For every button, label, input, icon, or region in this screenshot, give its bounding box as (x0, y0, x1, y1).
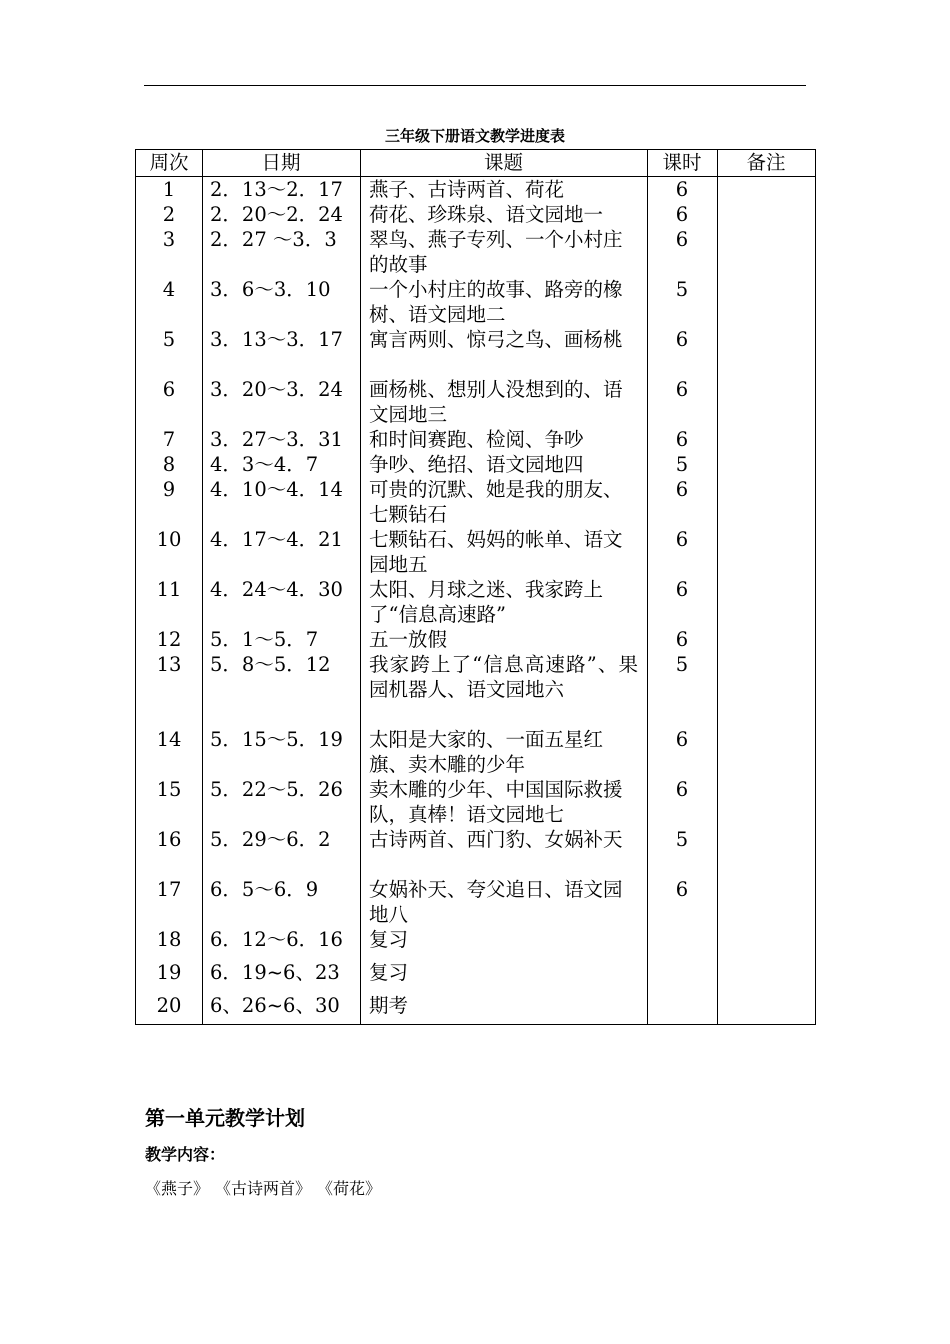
column-divider (717, 150, 718, 1024)
row-week: 12 (156, 628, 182, 651)
row-hours: 6 (675, 203, 689, 226)
row-date: 6．19~6、23 (210, 961, 340, 984)
column-divider (202, 150, 203, 1024)
row-topic: 可贵的沉默、她是我的朋友、七颗钻石 (369, 478, 623, 526)
row-date: 4．3～4．7 (210, 453, 319, 476)
unit-plan-title: 第一单元教学计划 (145, 1106, 305, 1130)
row-topic: 争吵、绝招、语文园地四 (369, 453, 584, 476)
row-week: 2 (162, 203, 176, 226)
row-week: 7 (162, 428, 176, 451)
row-topic: 太阳是大家的、一面五星红旗、卖木雕的少年 (369, 728, 604, 776)
row-date: 4．17～4．21 (210, 528, 343, 551)
row-date: 2．13～2．17 (210, 178, 343, 201)
row-date: 4．24～4．30 (210, 578, 343, 601)
row-hours: 6 (675, 428, 689, 451)
row-hours: 5 (675, 453, 689, 476)
row-week: 13 (156, 653, 182, 676)
row-hours: 5 (675, 828, 689, 851)
row-date: 5．15～5．19 (210, 728, 343, 751)
lesson-item: 《燕子》 (145, 1179, 210, 1198)
header-notes: 备注 (746, 151, 786, 174)
row-topic: 太阳、月球之迷、我家跨上了“信息高速路” (369, 578, 604, 626)
row-topic: 一个小村庄的故事、路旁的橡树、语文园地二 (369, 278, 623, 326)
row-week: 18 (156, 928, 182, 951)
row-date: 5．29～6．2 (210, 828, 331, 851)
row-week: 10 (156, 528, 182, 551)
row-topic: 卖木雕的少年、中国国际救援队，真棒！语文园地七 (369, 778, 623, 826)
row-hours: 6 (675, 328, 689, 351)
row-topic: 我家跨上了“信息高速路”、果园机器人、语文园地六 (369, 653, 638, 701)
row-week: 20 (156, 994, 182, 1017)
lesson-item: 《荷花》 (325, 1179, 382, 1198)
row-date: 5．8～5．12 (210, 653, 331, 676)
row-hours: 6 (675, 878, 689, 901)
row-date: 6．12～6．16 (210, 928, 343, 951)
row-topic: 复习 (369, 961, 409, 984)
row-hours: 5 (675, 653, 689, 676)
row-date: 5．1～5．7 (210, 628, 319, 651)
row-week: 6 (162, 378, 176, 401)
row-date: 4．10～4．14 (210, 478, 343, 501)
row-topic: 古诗两首、西门豹、女娲补天 (369, 828, 623, 851)
row-topic: 画杨桃、想别人没想到的、语文园地三 (369, 378, 623, 426)
row-date: 3．13～3．17 (210, 328, 343, 351)
row-hours: 5 (675, 278, 689, 301)
row-topic: 寓言两则、惊弓之鸟、画杨桃 (369, 328, 623, 351)
row-week: 1 (162, 178, 176, 201)
row-topic: 女娲补天、夸父追日、语文园地八 (369, 878, 623, 926)
row-topic: 和时间赛跑、检阅、争吵 (369, 428, 584, 451)
row-week: 19 (156, 961, 182, 984)
content-label: 教学内容： (145, 1145, 226, 1164)
row-week: 4 (162, 278, 176, 301)
schedule-table (135, 149, 816, 1025)
row-week: 14 (156, 728, 182, 751)
row-hours: 6 (675, 378, 689, 401)
row-topic: 荷花、珍珠泉、语文园地一 (369, 203, 604, 226)
row-hours: 6 (675, 228, 689, 251)
header-hours: 课时 (662, 151, 702, 174)
row-hours: 6 (675, 478, 689, 501)
row-date: 5．22～5．26 (210, 778, 343, 801)
row-topic: 五一放假 (369, 628, 448, 651)
row-week: 17 (156, 878, 182, 901)
row-week: 15 (156, 778, 182, 801)
row-hours: 6 (675, 178, 689, 201)
row-topic: 翠鸟、燕子专列、一个小村庄的故事 (369, 228, 623, 276)
column-divider (360, 150, 361, 1024)
header-date: 日期 (261, 151, 301, 174)
header-rule (144, 85, 806, 86)
row-date: 3．6～3．10 (210, 278, 331, 301)
row-week: 16 (156, 828, 182, 851)
row-hours: 6 (675, 628, 689, 651)
row-week: 9 (162, 478, 176, 501)
row-week: 8 (162, 453, 176, 476)
schedule-title: 三年级下册语文教学进度表 (384, 127, 565, 145)
row-topic: 七颗钻石、妈妈的帐单、语文园地五 (369, 528, 623, 576)
row-date: 2．20～2．24 (210, 203, 343, 226)
row-hours: 6 (675, 778, 689, 801)
row-week: 11 (156, 578, 182, 601)
row-date: 6、26~6、30 (210, 994, 340, 1017)
row-week: 3 (162, 228, 176, 251)
row-date: 6．5～6．9 (210, 878, 319, 901)
lesson-item: 《古诗两首》 (223, 1179, 312, 1198)
row-topic: 期考 (369, 994, 409, 1017)
row-topic: 燕子、古诗两首、荷花 (369, 178, 565, 201)
row-topic: 复习 (369, 928, 409, 951)
row-week: 5 (162, 328, 176, 351)
row-date: 3．27～3．31 (210, 428, 343, 451)
row-hours: 6 (675, 528, 689, 551)
header-topic: 课题 (483, 151, 523, 174)
row-hours: 6 (675, 728, 689, 751)
row-hours: 6 (675, 578, 689, 601)
row-date: 2．27 ～3．3 (210, 228, 337, 251)
row-date: 3．20～3．24 (210, 378, 343, 401)
header-week: 周次 (149, 151, 189, 174)
lesson-list (145, 1178, 395, 1200)
